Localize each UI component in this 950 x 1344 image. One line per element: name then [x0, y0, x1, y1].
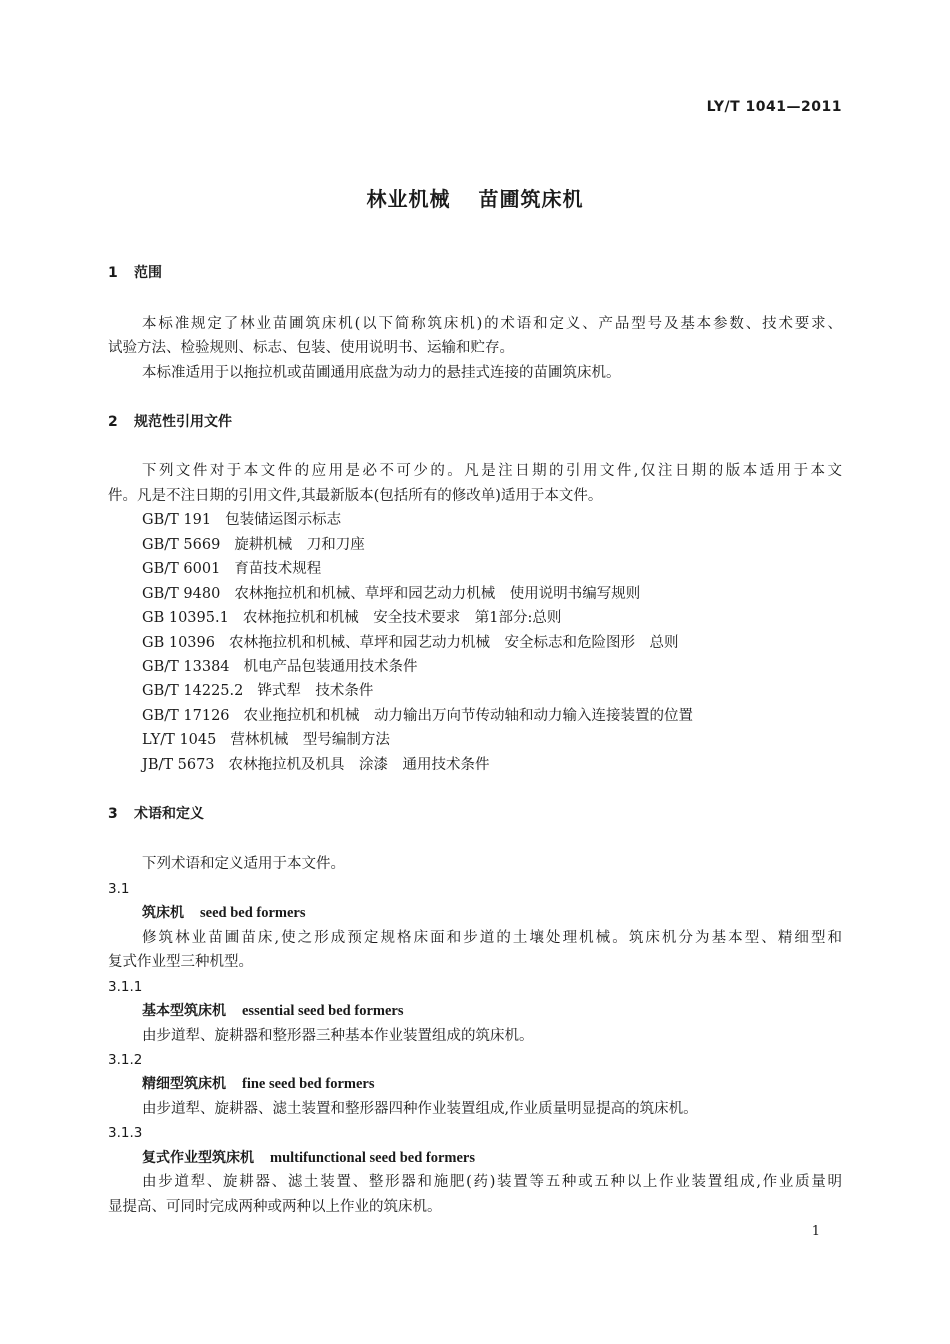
document-title — [0, 183, 950, 212]
term-definition-line2: 显提高、可同时完成两种或两种以上作业的筑床机。 — [108, 1199, 442, 1215]
reference-title: 机电产品包装通用技术条件 — [243, 659, 418, 675]
term-heading — [142, 1148, 475, 1168]
reference-title: 育苗技术规程 — [234, 561, 322, 577]
term-heading — [142, 1074, 374, 1094]
section-1-para1-line1: 本标准规定了林业苗圃筑床机(以下简称筑床机)的术语和定义、产品型号及基本参数、技术要求、 — [142, 316, 842, 332]
term-english: essential seed bed formers — [242, 1003, 404, 1019]
reference-title: 包装储运图示标志 — [225, 512, 342, 528]
term-english: multifunctional seed bed formers — [270, 1150, 475, 1166]
term-definition-line1: 由步道犁、旋耕器、滤土装置、整形器和施肥(药)装置等五种或五种以上作业装置组成,作业质量明 — [142, 1174, 842, 1190]
reference-code: GB/T 6001 — [142, 561, 221, 577]
reference-item — [142, 755, 490, 775]
section-2-intro-line1: 下列文件对于本文件的应用是必不可少的。凡是注日期的引用文件,仅注日期的版本适用于本文 — [142, 463, 842, 479]
reference-item — [142, 608, 561, 628]
reference-title: 农林拖拉机和机械、草坪和园艺动力机械 使用说明书编写规则 — [234, 586, 641, 602]
reference-item — [142, 535, 365, 555]
standard-code: LY/T 1041—2011 — [706, 99, 842, 115]
section-title: 规范性引用文件 — [134, 414, 232, 430]
page-number: 1 — [811, 1224, 820, 1239]
reference-title: 农林拖拉机和机械 安全技术要求 第1部分:总则 — [242, 610, 562, 626]
term-heading — [142, 1001, 403, 1021]
term-definition: 由步道犁、旋耕器、滤土装置和整形器四种作业装置组成,作业质量明显提高的筑床机。 — [142, 1101, 698, 1117]
reference-title: 铧式犁 技术条件 — [257, 683, 374, 699]
reference-code: LY/T 1045 — [142, 732, 217, 748]
reference-item — [142, 633, 678, 653]
section-title: 范围 — [134, 265, 162, 281]
reference-title: 农业拖拉机和机械 动力输出万向节传动轴和动力输入连接装置的位置 — [243, 708, 694, 724]
reference-title: 农林拖拉机和机械、草坪和园艺动力机械 安全标志和危险图形 总则 — [228, 635, 679, 651]
term-number: 3.1.3 — [108, 1125, 143, 1141]
section-3-intro: 下列术语和定义适用于本文件。 — [142, 856, 345, 872]
term-english: fine seed bed formers — [242, 1076, 375, 1092]
reference-code: GB/T 191 — [142, 512, 212, 528]
section-number: 2 — [108, 414, 118, 430]
reference-item — [142, 657, 418, 677]
reference-code: GB/T 14225.2 — [142, 683, 244, 699]
section-3-heading — [108, 804, 204, 824]
term-number: 3.1.2 — [108, 1052, 143, 1068]
section-2-intro-line2: 件。凡是不注日期的引用文件,其最新版本(包括所有的修改单)适用于本文件。 — [108, 488, 603, 504]
reference-code: GB/T 13384 — [142, 659, 230, 675]
term-chinese: 筑床机 — [142, 905, 184, 921]
term-number: 3.1.1 — [108, 979, 143, 995]
term-number: 3.1 — [108, 881, 130, 897]
reference-item — [142, 681, 373, 701]
reference-code: GB/T 5669 — [142, 537, 221, 553]
section-number: 1 — [108, 265, 118, 281]
reference-code: GB 10395.1 — [142, 610, 229, 626]
reference-item — [142, 559, 321, 579]
title-part-1: 林业机械 — [366, 187, 451, 211]
term-chinese: 精细型筑床机 — [142, 1076, 226, 1092]
reference-code: GB 10396 — [142, 635, 215, 651]
reference-code: GB/T 17126 — [142, 708, 230, 724]
title-part-2: 苗圃筑床机 — [478, 187, 584, 211]
reference-title: 旋耕机械 刀和刀座 — [234, 537, 365, 553]
reference-item — [142, 730, 390, 750]
reference-title: 农林拖拉机及机具 涂漆 通用技术条件 — [228, 757, 490, 773]
reference-code: JB/T 5673 — [142, 757, 215, 773]
section-1-heading — [108, 263, 162, 283]
term-definition-line1: 修筑林业苗圃苗床,使之形成预定规格床面和步道的土壤处理机械。筑床机分为基本型、精细型和 — [142, 930, 842, 946]
term-chinese: 基本型筑床机 — [142, 1003, 226, 1019]
reference-item — [142, 584, 640, 604]
section-title: 术语和定义 — [134, 806, 204, 822]
section-1-para1-line2: 试验方法、检验规则、标志、包装、使用说明书、运输和贮存。 — [108, 340, 514, 356]
reference-item — [142, 706, 693, 726]
term-definition-line2: 复式作业型三种机型。 — [108, 954, 253, 970]
reference-code: GB/T 9480 — [142, 586, 221, 602]
term-english: seed bed formers — [200, 905, 306, 921]
section-number: 3 — [108, 806, 118, 822]
term-chinese: 复式作业型筑床机 — [142, 1150, 254, 1166]
term-heading — [142, 903, 306, 923]
term-definition: 由步道犁、旋耕器和整形器三种基本作业装置组成的筑床机。 — [142, 1028, 534, 1044]
reference-item — [142, 510, 341, 530]
section-1-para2: 本标准适用于以拖拉机或苗圃通用底盘为动力的悬挂式连接的苗圃筑床机。 — [142, 365, 621, 381]
section-2-heading — [108, 412, 232, 432]
reference-title: 营林机械 型号编制方法 — [230, 732, 390, 748]
